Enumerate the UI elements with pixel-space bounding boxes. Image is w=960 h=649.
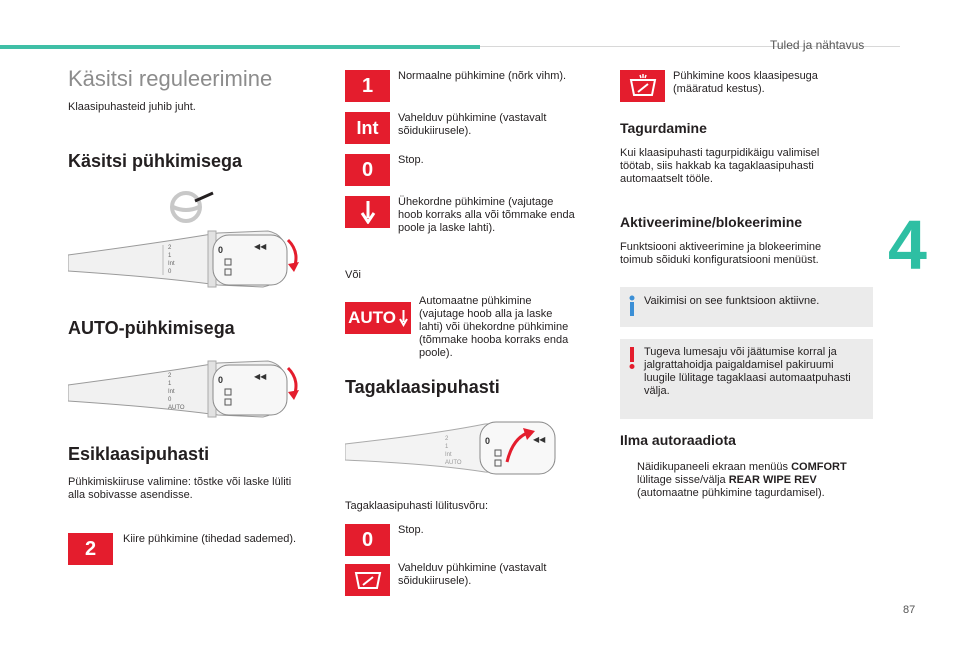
- rear-wiper-stalk-illustration: [345, 412, 557, 487]
- washer-text-1: Pühkimine koos klaasipesuga: [673, 70, 818, 82]
- svg-text:0: 0: [168, 269, 172, 275]
- single-wipe-text-1: Ühekordne pühkimine (vajutage: [398, 196, 554, 208]
- auto-text-5: poole).: [419, 347, 453, 359]
- rear-caption: Tagaklaasipuhasti lülitusvõru:: [345, 500, 489, 512]
- activate-text-2: toimub sõiduki konfiguratsiooni menüüst.: [620, 254, 819, 266]
- single-wipe-text-3: poole ja laske lahti).: [398, 222, 496, 234]
- svg-text:AUTO: AUTO: [168, 405, 185, 411]
- section-no-radio: Ilma autoraadiota: [620, 432, 736, 448]
- badge-2: 2: [68, 533, 113, 565]
- info-note-text: Vaikimisi on see funktsioon aktiivne.: [644, 295, 820, 307]
- badge-1: 1: [345, 70, 390, 102]
- badge-int: Int: [345, 112, 390, 144]
- header-accent-bar: [0, 45, 480, 49]
- reverse-text-2: töötab, siis hakkab ka tagaklaasipuhasti: [620, 160, 814, 172]
- svg-text:2: 2: [168, 245, 172, 251]
- svg-text:1: 1: [168, 381, 172, 387]
- svg-text:2: 2: [168, 373, 172, 379]
- section-rear-wiper: Tagaklaasipuhasti: [345, 377, 500, 397]
- red-curved-arrow-icon-2: [284, 366, 304, 402]
- rear-badge-0: 0: [345, 524, 390, 556]
- svg-text:2: 2: [445, 436, 449, 442]
- page-number: 87: [903, 604, 916, 616]
- no-radio-line-2: [637, 474, 817, 487]
- front-text-line2: alla sobivasse asendisse.: [68, 489, 193, 501]
- down-arrow-icon: [345, 196, 390, 228]
- rear-intermittent-text-1: Vahelduv pühkimine (vastavalt: [398, 562, 547, 574]
- svg-text:1: 1: [168, 253, 172, 259]
- rear-intermittent-text-2: sõidukiirusele).: [398, 575, 472, 587]
- badge-0-text: Stop.: [398, 154, 424, 166]
- rear-wipe-rev-label: REAR WIPE REV: [728, 474, 817, 486]
- or-label: Või: [345, 269, 361, 281]
- svg-text:0: 0: [218, 375, 224, 385]
- intro-text: Klaasipuhasteid juhib juht.: [68, 101, 196, 113]
- badge-int-text-2: sõidukiirusele).: [398, 125, 472, 137]
- activate-text-1: Funktsiooni aktiveerimine ja blokeerimine: [620, 241, 822, 253]
- badge-2-text: Kiire pühkimine (tihedad sademed).: [123, 533, 297, 545]
- svg-text:Int: Int: [445, 452, 452, 458]
- warning-text-4: välja.: [644, 385, 670, 397]
- warning-text-3: luugile lülitage tagaklaasi automaatpuhasti: [644, 372, 851, 384]
- svg-text:1: 1: [445, 444, 449, 450]
- svg-text:0: 0: [485, 436, 491, 446]
- badge-auto: [345, 302, 411, 334]
- front-text-line1: Pühkimiskiiruse valimine: tõstke või laske lüliti: [68, 476, 292, 488]
- section-front-wiper: Esiklaasipuhasti: [68, 444, 210, 464]
- auto-stalk-illustration: [68, 355, 290, 430]
- svg-text:◀◀: ◀◀: [533, 435, 546, 444]
- rear-wiper-icon: [345, 564, 390, 596]
- rear-washer-icon: [620, 70, 665, 102]
- page-title: Käsitsi reguleerimine: [68, 66, 273, 91]
- badge-auto-label: AUTO: [348, 308, 396, 327]
- down-arrow-small-icon: [399, 309, 408, 327]
- info-note: [620, 287, 873, 327]
- badge-int-text-1: Vahelduv pühkimine (vastavalt: [398, 112, 547, 124]
- svg-text:0: 0: [168, 397, 172, 403]
- svg-text:◀◀: ◀◀: [254, 242, 267, 251]
- section-manual-wiping: Käsitsi pühkimisega: [68, 151, 243, 171]
- auto-text-4: (tõmmake hooba korraks enda: [419, 334, 569, 346]
- badge-0: 0: [345, 154, 390, 186]
- no-radio-line-1-text: Näidikupaneeli ekraan menüüs: [637, 461, 792, 473]
- svg-text:0: 0: [218, 245, 224, 255]
- warning-icon: [628, 347, 636, 374]
- washer-text-2: (määratud kestus).: [673, 83, 765, 95]
- svg-text:Int: Int: [168, 261, 175, 267]
- comfort-menu-label: COMFORT: [791, 461, 847, 473]
- reverse-text-1: Kui klaasipuhasti tagurpidikäigu valimisel: [620, 147, 820, 159]
- svg-text:Int: Int: [168, 389, 175, 395]
- rear-badge-0-text: Stop.: [398, 524, 424, 536]
- auto-text-1: Automaatne pühkimine: [419, 295, 532, 307]
- auto-text-2: (vajutage hoob alla ja laske: [419, 308, 553, 320]
- auto-text-3: lahti) või ühekordne pühkimine: [419, 321, 569, 333]
- info-icon: [628, 295, 636, 322]
- no-radio-line-3: (automaatne pühkimine tagurdamisel).: [637, 487, 825, 499]
- badge-1-text: Normaalne pühkimine (nõrk vihm).: [398, 70, 567, 82]
- section-activate: Aktiveerimine/blokeerimine: [620, 214, 803, 230]
- wiper-stalk-illustration: [68, 225, 290, 300]
- no-radio-line-1: [637, 461, 847, 474]
- svg-text:AUTO: AUTO: [445, 460, 462, 466]
- warning-text-1: Tugeva lumesaju või jäätumise korral ja: [644, 346, 837, 358]
- svg-text:◀◀: ◀◀: [254, 372, 267, 381]
- single-wipe-text-2: hoob korraks alla või tõmmake enda: [398, 209, 575, 221]
- section-auto-wiping: AUTO-pühkimisega: [68, 318, 235, 338]
- reverse-text-3: automaatselt tööle.: [620, 173, 713, 185]
- section-reverse: Tagurdamine: [620, 120, 707, 136]
- chapter-number: 4: [888, 206, 927, 284]
- warning-note: [620, 339, 873, 419]
- red-curved-arrow-icon: [284, 238, 304, 274]
- chapter-title: Tuled ja nähtavus: [770, 38, 865, 52]
- warning-text-2: jalgrattahoidja paigaldamisel pakiruumi: [644, 359, 834, 371]
- no-radio-line-2-text: lülitage sisse/välja: [637, 474, 729, 486]
